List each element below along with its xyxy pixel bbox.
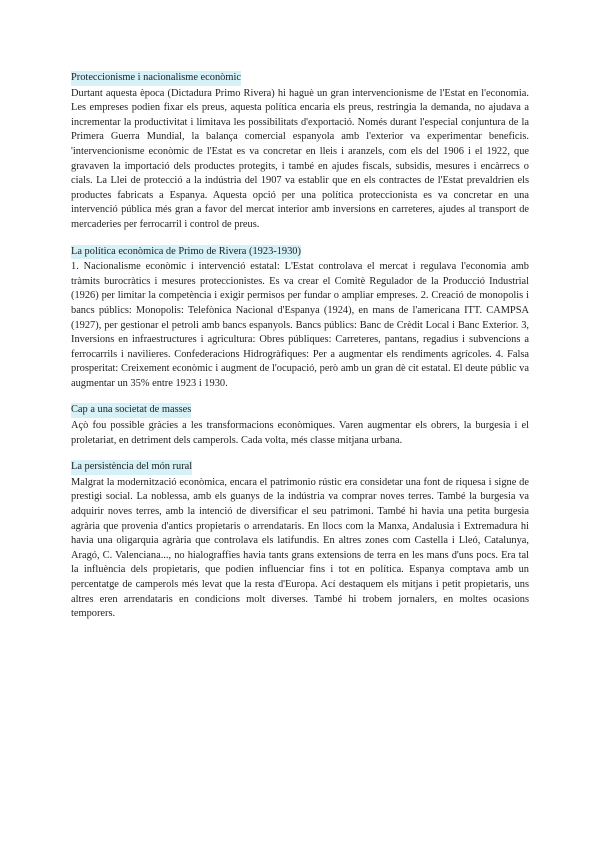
- section-body: Malgrat la modernització econòmica, encara el patrimonio rústic era considetar una font de riquesa i signe de prestigi social. La noblessa, amb els guanys de la indústria va comprar noves terres. També la burgesia va adquirir noves terres, amb la intenció de diversificar el seu patrimoni. També hi havia una petita burgesia agrària que provenia d'antics propietaris o arrendataris. En llocs com la Manxa, Andalusia i Extremadura hi havia una oligarquia agrària que controlava els latifundis. En altres zones com Castella i Lleó, Catalunya, Aragó, C. Valenciana..., no hialograffies havia tants grans extensions de terra en les mans d'uns pocs. Era tal la influència dels propietaris, que podien influenciar fins i tot en política. Espanya comptava amb un percentatge de camperols més levat que la resta d'Europa. Ací destaquem els mitjans i petit propietaris, uns altres eren arrendataris en condicions molt diverses. També hi trobem jornalers, en moltes ocasions temporers.: [71, 476, 529, 620]
- document-content: [71, 71, 529, 622]
- section-heading: Cap a una societat de masses: [71, 403, 191, 418]
- section-body: Durtant aquesta època (Dictadura Primo Rivera) hi haguè un gran intervencionisme de l'Estat en l'economia. Les empreses podien fixar els preus, aquesta política encaria els preus, restringia la demanda, no ajudava a incrementar la productivitat i limitava les possibilitats d'exportació. Només durant l'especial conjuntura de la Primera Guerra Mundial, la balança comercial espanyola amb l'exterior va experimentar beneficis. 'intervencionisme econòmic de l'Estat es va concretar en lleis i aranzels, com els del 1906 i el 1922, que gravaven la importació dels productes protegits, i també en ajudes fiscals, subsidis, mesures i encàrrecs o cials. La Llei de protecció a la indústria del 1907 va establir que en els contractes de l'Estat prevaldrien els productes fabricats a Espanya. Aquesta opció per una política proteccionista es va concretar en una intervenció pública més gran a favor del mercat interior amb inversions en carreteres, ajudes al transport de mercaderies per ferrocarril i control de preus.: [71, 87, 529, 230]
- section-heading: Proteccionisme i nacionalisme econòmic: [71, 71, 241, 86]
- section-societat-masses: [71, 403, 529, 448]
- section-mon-rural: [71, 460, 529, 622]
- section-body: 1. Nacionalisme econòmic i intervenció estatal: L'Estat controlava el mercat i regulava l'economia amb tràmits burocràtics i mesures proteccionistes. Es va crear el Comitè Regulador de la Producció Industrial (1926) per limitar la competència i exigir permisos per fundar o ampliar empreses. 2. Creació de monopolis i bancs públics: Monopolis: Telefònica Nacional d'Espanya (1924), en mans de l'americana ITT. CAMPSA (1927), per gestionar el petroli amb bancs espanyols. Bancs públics: Banc de Crèdit Local i Banc Exterior. 3, Inversions en infraestructures i agricultura: Obres públiques: Carreteres, pantans, regadius i subvencions a ferrocarrils i navilieres. Confederacions Hidrogràfiques: Per a augmentar els rendiments agrícoles. 4. Falsa prosperitat: Creixement econòmic i augment de l'ocupació, però amb un gran dè cit estatal. El deute públic va augmentar un 35% entre 1923 i 1930.: [71, 261, 529, 389]
- section-body: Açò fou possible gràcies a les transformacions econòmiques. Varen augmentar els obrers, la burgesia i el proletariat, en detriment dels camperols. Cada volta, més classe mitjana urbana.: [71, 420, 529, 446]
- section-heading: La política econòmica de Primo de Rivera (1923-1930): [71, 245, 301, 260]
- section-politica-economica: [71, 245, 529, 392]
- section-heading: La persistència del món rural: [71, 460, 192, 475]
- section-proteccionisme: [71, 71, 529, 233]
